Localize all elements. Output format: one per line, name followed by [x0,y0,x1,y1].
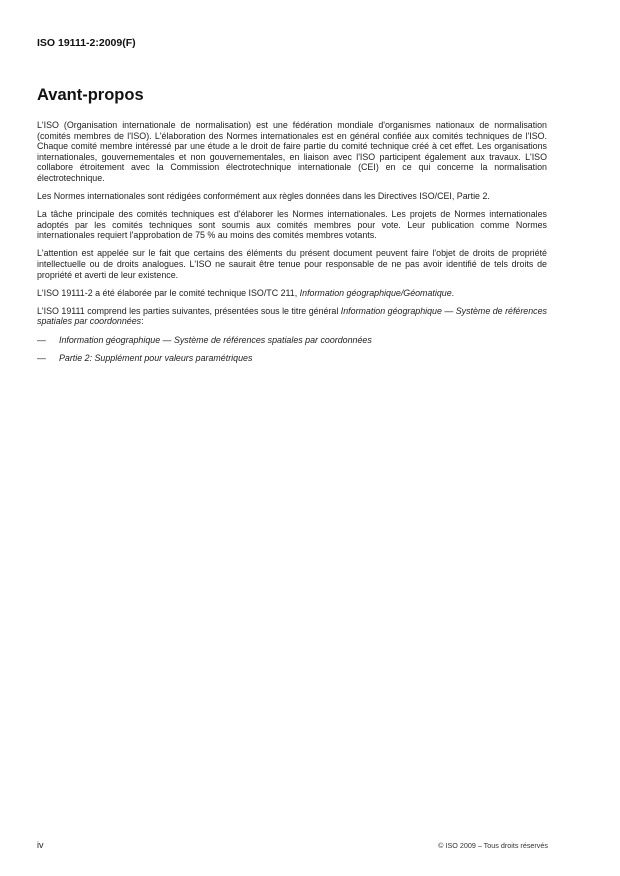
prepared-by-text: L'ISO 19111-2 a été élaborée par le comité technique ISO/TC 211, [37,287,300,298]
prepared-by-end: . [451,287,455,298]
paragraph-directives: Les Normes internationales sont rédigées conformément aux règles données dans les Directives ISO/CEI, Partie 2. [37,191,490,202]
list-item [37,335,547,346]
list-item-text: Information géographique — Système de références spatiales par coordonnées [59,334,372,345]
document-id-header: ISO 19111-2:2009(F) [37,37,136,49]
list-item [37,353,547,364]
dash-marker: — [37,353,46,364]
paragraph-iso-intro: L'ISO (Organisation internationale de normalisation) est une fédération mondiale d'organismes nationaux de normalisation (comités membres de l'ISO). L'élaboration des Normes internationales est en général confiée aux comités techniques de l'ISO. Chaque comité membre intéressé par une étude a le droit de faire partie du comité technique créé à cet effet. Les organisations internationales, gouvernementales et non gouvernementales, en liaison avec l'ISO participent également aux travaux. L'ISO collabore étroitement avec la Commission électrotechnique internationale (CEI) en ce qui concerne la normalisation électrotechnique. [37,120,547,183]
committee-title: Information géographique/Géomatique [299,287,452,298]
paragraph-patent-rights: L'attention est appelée sur le fait que certains des éléments du présent document peuvent faire l'objet de droits de propriété intellectuelle ou de droits analogues. L'ISO ne saurait être tenue pour responsable de ne pas avoir identifié de tels droits de propriété et averti de leur existence. [37,248,547,280]
page-number: iv [37,840,44,850]
foreword-body [37,120,547,372]
dash-marker: — [37,334,46,345]
list-item-text: Partie 2: Supplément pour valeurs paramétriques [59,353,253,364]
paragraph-committee-task: La tâche principale des comités techniques est d'élaborer les Normes internationales. Les projets de Normes internationales adoptés par les comités techniques sont soumis aux comités membres pour vote. Leur publication comme Normes internationales requiert l'approbation de 75 % au moins des comités membres votants. [37,209,547,241]
paragraph-parts-intro [37,306,547,327]
parts-intro-text: L'ISO 19111 comprend les parties suivantes, présentées sous le titre général [37,305,341,316]
page-title: Avant-propos [37,86,144,104]
paragraph-prepared-by [37,288,547,299]
copyright-notice: © ISO 2009 – Tous droits réservés [438,841,548,850]
general-title: Information géographique — Système de références spatiales par coordonnées [37,305,547,327]
parts-intro-end: : [141,316,144,327]
